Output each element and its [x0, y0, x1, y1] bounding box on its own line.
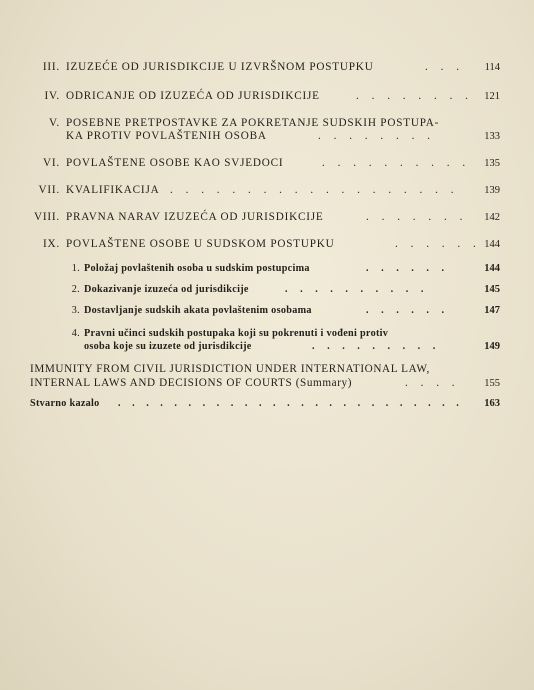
toc-subentry-title: Dostavljanje sudskih akata povlaštenim osobama: [84, 305, 312, 316]
toc-entry-title: KVALIFIKACIJA: [66, 184, 160, 196]
toc-subentry-title-line1: Pravni učinci sudskih postupaka koji su pokrenuti i vođeni protiv: [84, 328, 389, 339]
toc-entry-page: 142: [484, 212, 500, 223]
toc-subentry-page: 144: [484, 263, 500, 274]
index-title: Stvarno kazalo: [30, 398, 100, 409]
index-page: 163: [484, 398, 500, 409]
toc-subentry-number: 2.: [71, 284, 80, 295]
toc-entry-page: 133: [484, 131, 500, 142]
toc-entry-number: III.: [42, 61, 60, 73]
toc-entry-title: POVLAŠTENE OSOBE U SUDSKOM POSTUPKU: [66, 238, 335, 250]
toc-subentry-leader: . . . . . .: [366, 263, 450, 274]
toc-entry-page: 139: [484, 185, 500, 196]
toc-entry-leader: . . .: [425, 61, 464, 73]
toc-entry-title: POVLAŠTENE OSOBE KAO SVJEDOCI: [66, 157, 284, 169]
toc-entry-page: 114: [484, 62, 500, 73]
toc-entry-title: PRAVNA NARAV IZUZEĆA OD JURISDIKCIJE: [66, 211, 324, 223]
toc-entry-number: VI.: [42, 157, 60, 169]
toc-subentry-page: 145: [484, 284, 500, 295]
toc-entry-title-line2: KA PROTIV POVLAŠTENIH OSOBA: [66, 130, 267, 142]
toc-subentry-page: 147: [484, 305, 500, 316]
toc-subentry-number: 1.: [71, 263, 80, 274]
toc-subentry-leader: . . . . . . . . . .: [285, 284, 429, 295]
toc-entry-leader: . . . . . . . .: [356, 90, 473, 102]
toc-entry-number: VII.: [38, 184, 60, 196]
toc-entry-page: 135: [484, 158, 500, 169]
toc-entry-leader: . . . . . . . . . . . . . . . . . . .: [170, 184, 459, 196]
toc-subentry-leader: . . . . . . . . .: [312, 341, 441, 352]
toc-entry-title: IZUZEĆE OD JURISDIKCIJE U IZVRŠNOM POSTUPKU: [66, 61, 374, 73]
toc-subentry-leader: . . . . . .: [366, 305, 450, 316]
summary-leader: . . . .: [405, 377, 460, 389]
toc-entry-page: 121: [484, 91, 500, 102]
toc-subentry-title-line2: osoba koje su izuzete od jurisdikcije: [84, 341, 252, 352]
toc-entry-number: IV.: [44, 90, 60, 102]
toc-subentry-title: Dokazivanje izuzeća od jurisdikcije: [84, 284, 249, 295]
toc-entry-page: 144: [484, 239, 500, 250]
toc-entry-number: V.: [48, 117, 60, 129]
toc-subentry-number: 4.: [71, 328, 80, 339]
toc-entry-leader: . . . . . .: [395, 238, 481, 250]
summary-page: 155: [484, 378, 500, 389]
toc-subentry-page: 149: [484, 341, 500, 352]
toc-entry-leader: . . . . . . . .: [318, 130, 435, 142]
toc-entry-number: IX.: [42, 238, 60, 250]
summary-title-line1: IMMUNITY FROM CIVIL JURISDICTION UNDER INTERNATIONAL LAW,: [30, 363, 430, 375]
toc-subentry-number: 3.: [71, 305, 80, 316]
toc-entry-leader: . . . . . . . . . .: [322, 157, 471, 169]
toc-entry-leader: . . . . . . .: [366, 211, 468, 223]
summary-title-line2: INTERNAL LAWS AND DECISIONS OF COURTS (Summary): [30, 377, 353, 389]
toc-subentry-title: Položaj povlaštenih osoba u sudskim postupcima: [84, 263, 310, 274]
toc-entry-number: VIII.: [33, 211, 60, 223]
toc-entry-title: ODRICANJE OD IZUZEĆA OD JURISDIKCIJE: [66, 90, 320, 102]
toc-entry-title-line1: POSEBNE PRETPOSTAVKE ZA POKRETANJE SUDSKIH POSTUPA-: [66, 117, 440, 129]
index-leader: . . . . . . . . . . . . . . . . . . . . . . . . .: [118, 398, 464, 409]
